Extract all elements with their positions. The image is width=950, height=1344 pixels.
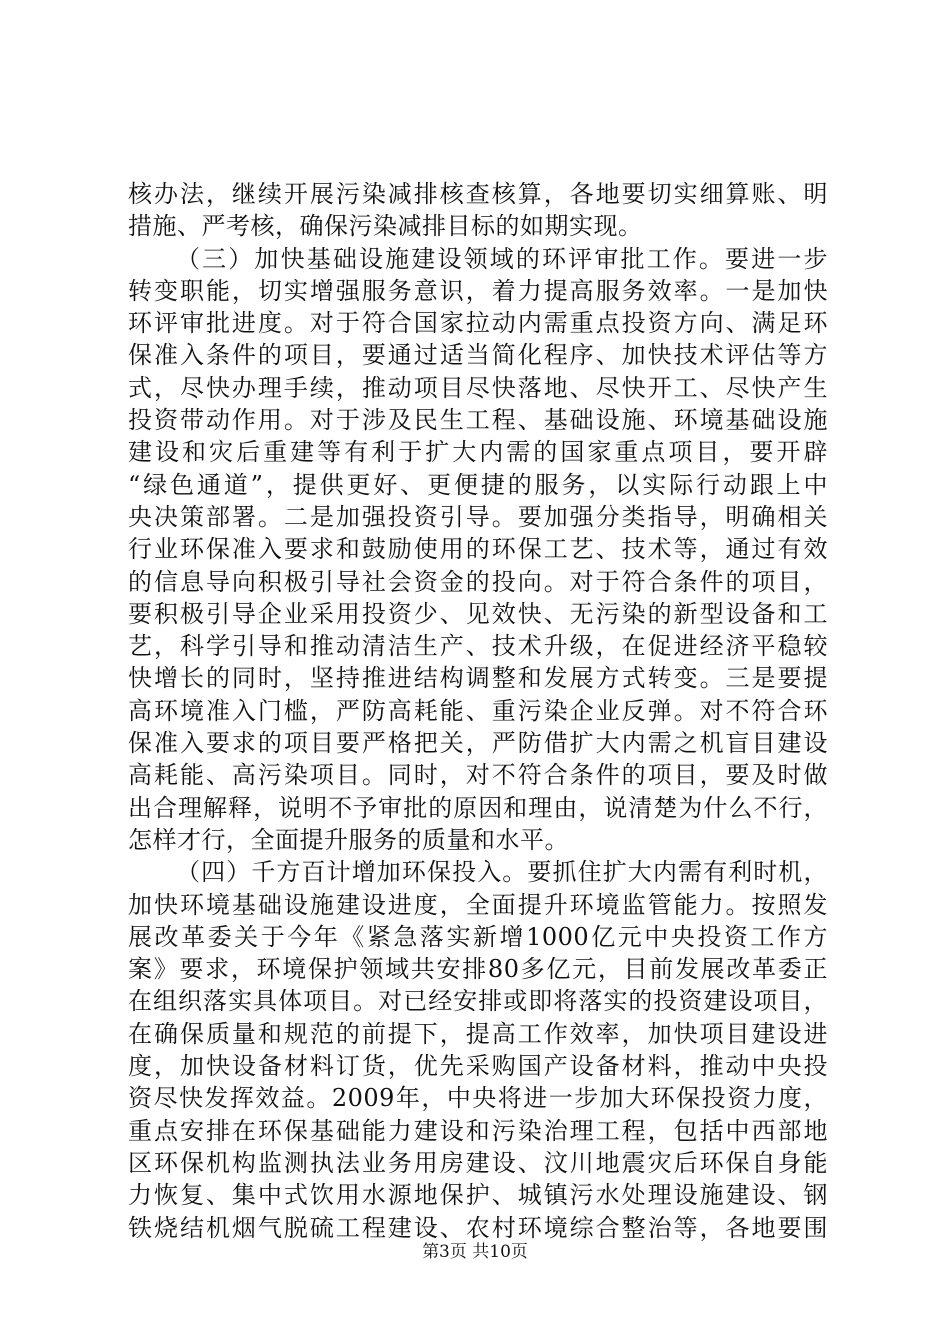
text-line: 在确保质量和规范的前提下，提高工作效率，加快项目建设进 <box>128 1019 828 1048</box>
text-line: 案》要求，环境保护领域共安排80多亿元，目前发展改革委正 <box>128 955 828 984</box>
text-line: 央决策部署。二是加强投资引导。要加强分类指导，明确相关 <box>128 502 828 531</box>
text-line: 展改革委关于今年《紧急落实新增1000亿元中央投资工作方 <box>128 922 828 951</box>
text-line: “绿色通道”，提供更好、更便捷的服务，以实际行动跟上中 <box>128 470 828 499</box>
text-line: 快增长的同时，坚持推进结构调整和发展方式转变。三是要提 <box>128 664 828 693</box>
text-line: 核办法，继续开展污染减排核查核算，各地要切实细算账、明 <box>128 180 828 208</box>
text-line: 铁烧结机烟气脱硫工程建设、农村环境综合整治等，各地要围 <box>128 1213 828 1242</box>
text-line: 行业环保准入要求和鼓励使用的环保工艺、技术等，通过有效 <box>128 535 828 564</box>
text-line: 措施、严考核，确保污染减排目标的如期实现。 <box>128 212 643 241</box>
text-line: 重点安排在环保基础能力建设和污染治理工程，包括中西部地 <box>128 1116 828 1145</box>
text-line: 投资带动作用。对于涉及民生工程、基础设施、环境基础设施 <box>128 406 828 435</box>
text-line: （三）加快基础设施建设领域的环评审批工作。要进一步 <box>176 244 828 273</box>
text-line: 保准入要求的项目要严格把关，严防借扩大内需之机盲目建设 <box>128 729 828 758</box>
text-line: 要积极引导企业采用投资少、见效快、无污染的新型设备和工 <box>128 599 828 628</box>
text-line: 资尽快发挥效益。2009年，中央将进一步加大环保投资力度， <box>128 1084 828 1113</box>
text-line: 加快环境基础设施建设进度，全面提升环境监管能力。按照发 <box>128 890 828 919</box>
text-line: 区环保机构监测执法业务用房建设、汶川地震灾后环保自身能 <box>128 1148 828 1177</box>
page-footer: 第3页 共10页 <box>422 1242 528 1262</box>
text-line: 的信息导向积极引导社会资金的投向。对于符合条件的项目， <box>128 567 828 596</box>
text-line: 高耗能、高污染项目。同时，对不符合条件的项目，要及时做 <box>128 761 828 790</box>
text-line: 出合理解释，说明不予审批的原因和理由，说清楚为什么不行， <box>128 793 828 822</box>
text-line: 度，加快设备材料订货，优先采购国产设备材料，推动中央投 <box>128 1052 828 1081</box>
text-line: 建设和灾后重建等有利于扩大内需的国家重点项目，要开辟 <box>128 438 828 467</box>
text-line: （四）千方百计增加环保投入。要抓住扩大内需有利时机， <box>176 858 828 887</box>
text-line: 保准入条件的项目，要通过适当简化程序、加快技术评估等方 <box>128 341 828 370</box>
text-line: 怎样才行，全面提升服务的质量和水平。 <box>128 825 569 854</box>
text-line: 转变职能，切实增强服务意识，着力提高服务效率。一是加快 <box>128 276 828 305</box>
text-line: 式，尽快办理手续，推动项目尽快落地、尽快开工、尽快产生 <box>128 373 828 402</box>
text-line: 力恢复、集中式饮用水源地保护、城镇污水处理设施建设、钢 <box>128 1181 828 1210</box>
body-text <box>128 178 828 1244</box>
text-line: 高环境准入门槛，严防高耗能、重污染企业反弹。对不符合环 <box>128 696 828 725</box>
text-line: 环评审批进度。对于符合国家拉动内需重点投资方向、满足环 <box>128 309 828 338</box>
text-line: 在组织落实具体项目。对已经安排或即将落实的投资建设项目， <box>128 987 828 1016</box>
text-line: 艺，科学引导和推动清洁生产、技术升级，在促进经济平稳较 <box>128 632 828 661</box>
